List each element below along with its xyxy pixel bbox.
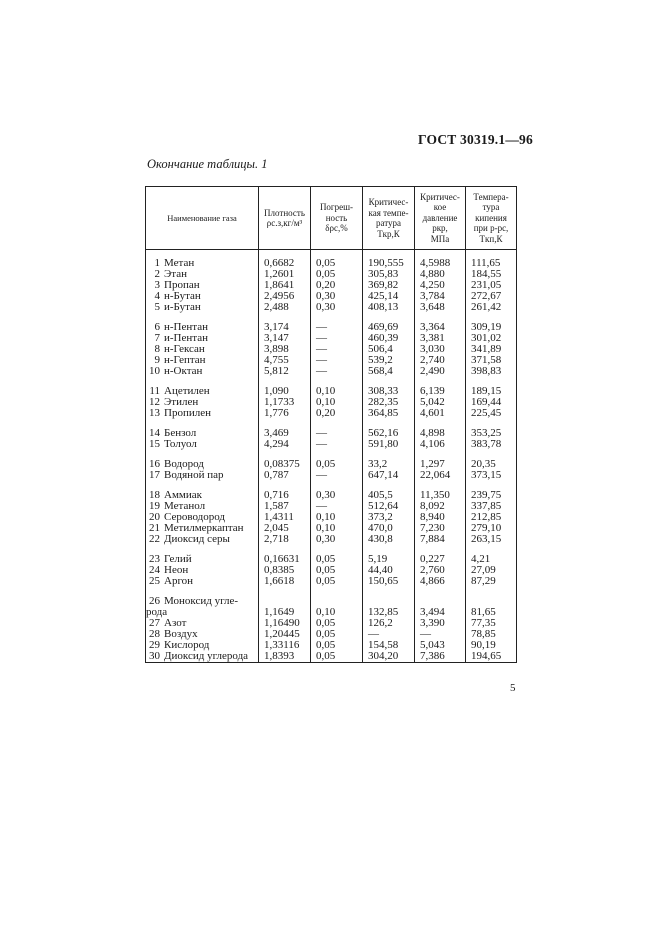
value-pcrit: 3,390 <box>415 618 466 629</box>
gas-name-cell <box>146 470 259 481</box>
gas-name: и-Бутан <box>164 301 201 313</box>
gas-name: Этилен <box>164 396 199 408</box>
value-error: 0,05 <box>311 640 363 651</box>
value-error: — <box>311 322 363 333</box>
value-tcrit: 469,69 <box>363 322 415 333</box>
value-error: 0,05 <box>311 459 363 470</box>
gas-name: н-Бутан <box>164 290 201 302</box>
value-tcrit: 408,13 <box>363 302 415 313</box>
gas-name: н-Пентан <box>164 321 208 333</box>
value-pcrit: 4,250 <box>415 280 466 291</box>
gas-name: Метанол <box>164 500 206 512</box>
value-tboil: 20,35 <box>466 459 517 470</box>
value-error: — <box>311 470 363 481</box>
value-error: 0,10 <box>311 607 363 618</box>
value-error: 0,05 <box>311 565 363 576</box>
row-number: 22 <box>149 533 160 545</box>
gas-name-cell <box>146 291 259 302</box>
value-error: 0,30 <box>311 302 363 313</box>
gas-name-cell <box>146 534 259 545</box>
value-error: 0,10 <box>311 512 363 523</box>
value-tboil: 194,65 <box>466 651 517 663</box>
value-error: — <box>311 439 363 450</box>
value-pcrit: 6,139 <box>415 386 466 397</box>
value-tboil: 309,19 <box>466 322 517 333</box>
gas-name: Азот <box>164 617 187 629</box>
value-density: 2,488 <box>259 302 311 313</box>
gas-name: Моноксид угле- <box>164 595 239 607</box>
table-row <box>146 651 517 663</box>
gas-name: н-Гептан <box>164 354 206 366</box>
row-number: 2 <box>154 268 160 280</box>
value-density: 1,1733 <box>259 397 311 408</box>
value-pcrit: 4,866 <box>415 576 466 587</box>
value-tboil: 383,78 <box>466 439 517 450</box>
row-number: 28 <box>149 628 160 640</box>
value-density: 1,2601 <box>259 269 311 280</box>
value-tcrit: 308,33 <box>363 386 415 397</box>
value-tboil: 398,83 <box>466 366 517 377</box>
table-row <box>146 439 517 450</box>
gas-name-continuation: рода <box>146 607 259 618</box>
value-density: 0,16631 <box>259 554 311 565</box>
value-density: 0,6682 <box>259 250 311 270</box>
row-number: 18 <box>149 489 160 501</box>
value-pcrit: 5,043 <box>415 640 466 651</box>
value-pcrit: 2,760 <box>415 565 466 576</box>
value-density: 1,16490 <box>259 618 311 629</box>
gas-name: и-Пентан <box>164 332 208 344</box>
row-number: 23 <box>149 553 160 565</box>
value-tcrit: 460,39 <box>363 333 415 344</box>
value-error: 0,20 <box>311 280 363 291</box>
header-name: Наименование газа <box>146 187 259 250</box>
value-density: 2,045 <box>259 523 311 534</box>
value-pcrit: — <box>415 629 466 640</box>
gas-properties-table <box>145 186 517 663</box>
row-number: 4 <box>154 290 160 302</box>
value-tcrit: 33,2 <box>363 459 415 470</box>
gas-name: Воздух <box>164 628 198 640</box>
value-density: 1,20445 <box>259 629 311 640</box>
value-tcrit: 470,0 <box>363 523 415 534</box>
gas-name-cell <box>146 439 259 450</box>
value-tcrit: 154,58 <box>363 640 415 651</box>
row-number: 14 <box>149 427 160 439</box>
value-tboil: 337,85 <box>466 501 517 512</box>
value-tboil: 371,58 <box>466 355 517 366</box>
value-density: 3,174 <box>259 322 311 333</box>
value-tboil: 189,15 <box>466 386 517 397</box>
value-tboil: 77,35 <box>466 618 517 629</box>
table-caption: Окончание таблицы. 1 <box>147 157 268 171</box>
value-pcrit: 3,364 <box>415 322 466 333</box>
gas-name: Этан <box>164 268 187 280</box>
value-error: 0,10 <box>311 386 363 397</box>
value-pcrit: 7,884 <box>415 534 466 545</box>
value-pcrit: 4,5988 <box>415 250 466 270</box>
value-tboil: 231,05 <box>466 280 517 291</box>
value-pcrit: 7,230 <box>415 523 466 534</box>
value-tcrit: 373,2 <box>363 512 415 523</box>
table-row <box>146 428 517 439</box>
value-tboil: 225,45 <box>466 408 517 419</box>
table-row <box>146 250 517 270</box>
value-density: 1,4311 <box>259 512 311 523</box>
value-density: 1,090 <box>259 386 311 397</box>
value-density: 1,587 <box>259 501 311 512</box>
value-error: — <box>311 344 363 355</box>
table-row <box>146 470 517 481</box>
value-error: 0,05 <box>311 618 363 629</box>
value-pcrit: 4,601 <box>415 408 466 419</box>
gas-name: Аммиак <box>164 489 202 501</box>
row-number: 26 <box>149 595 160 607</box>
value-pcrit: 3,381 <box>415 333 466 344</box>
value-tboil: 81,65 <box>466 607 517 618</box>
value-error: — <box>311 501 363 512</box>
value-tcrit: 405,5 <box>363 490 415 501</box>
value-density: 1,1649 <box>259 607 311 618</box>
table-row <box>146 408 517 419</box>
value-tboil: 279,10 <box>466 523 517 534</box>
gas-name: Аргон <box>164 575 194 587</box>
gas-name-cell <box>146 386 259 397</box>
header-boiling-temperature: Темпера- тура кипения при p-pс, Tкп,К <box>466 187 517 250</box>
gas-name-cell <box>146 565 259 576</box>
value-error: 0,05 <box>311 250 363 270</box>
gas-name: н-Гексан <box>164 343 205 355</box>
value-tboil: 261,42 <box>466 302 517 313</box>
row-number: 21 <box>149 522 160 534</box>
value-pcrit: 3,030 <box>415 344 466 355</box>
header-critical-pressure: Критичес- кое давление pкр, МПа <box>415 187 466 250</box>
value-density: 1,6618 <box>259 576 311 587</box>
value-tboil: 272,67 <box>466 291 517 302</box>
value-density: 1,8393 <box>259 651 311 663</box>
row-number: 13 <box>149 407 160 419</box>
row-number: 9 <box>154 354 160 366</box>
row-number: 29 <box>149 639 160 651</box>
value-tboil: 212,85 <box>466 512 517 523</box>
value-density: 1,776 <box>259 408 311 419</box>
gas-name: Диоксид серы <box>164 533 230 545</box>
value-density: 2,4956 <box>259 291 311 302</box>
value-tboil: 27,09 <box>466 565 517 576</box>
value-pcrit: 0,227 <box>415 554 466 565</box>
gas-name: Пропан <box>164 279 200 291</box>
value-tcrit: 647,14 <box>363 470 415 481</box>
value-error: 0,20 <box>311 408 363 419</box>
gas-name-cell <box>146 366 259 377</box>
gas-name: Кислород <box>164 639 210 651</box>
value-tcrit: 430,8 <box>363 534 415 545</box>
value-error: 0,05 <box>311 651 363 663</box>
value-tboil: 353,25 <box>466 428 517 439</box>
table-body <box>146 250 517 663</box>
value-tcrit: 282,35 <box>363 397 415 408</box>
value-density: 5,812 <box>259 366 311 377</box>
value-pcrit: 8,940 <box>415 512 466 523</box>
table-header-row <box>146 187 517 250</box>
row-number: 20 <box>149 511 160 523</box>
value-pcrit: 4,880 <box>415 269 466 280</box>
row-number: 25 <box>149 575 160 587</box>
value-tboil: 184,55 <box>466 269 517 280</box>
gas-name-cell <box>146 250 259 270</box>
value-tboil: 373,15 <box>466 470 517 481</box>
value-error: 0,05 <box>311 554 363 565</box>
header-critical-temperature: Критичес- кая темпе- ратура Tкр,К <box>363 187 415 250</box>
gas-name: Пропилен <box>164 407 211 419</box>
value-density: 1,8641 <box>259 280 311 291</box>
value-density: 3,898 <box>259 344 311 355</box>
gas-name-cell <box>146 428 259 439</box>
row-number: 12 <box>149 396 160 408</box>
gas-name: Сероводород <box>164 511 226 523</box>
row-number: 3 <box>154 279 160 291</box>
value-pcrit: 3,784 <box>415 291 466 302</box>
value-error: — <box>311 355 363 366</box>
gas-name-cell <box>146 618 259 629</box>
value-tcrit: 5,19 <box>363 554 415 565</box>
gas-name-cell <box>146 554 259 565</box>
value-tboil: 87,29 <box>466 576 517 587</box>
row-number: 5 <box>154 301 160 313</box>
value-tboil: 78,85 <box>466 629 517 640</box>
value-error: — <box>311 428 363 439</box>
value-tboil: 341,89 <box>466 344 517 355</box>
gas-name: Неон <box>164 564 189 576</box>
row-number: 6 <box>154 321 160 333</box>
row-number: 7 <box>154 332 160 344</box>
value-tcrit: 304,20 <box>363 651 415 663</box>
value-tcrit: 591,80 <box>363 439 415 450</box>
value-error: 0,05 <box>311 269 363 280</box>
gas-name-cell <box>146 408 259 419</box>
value-tcrit: 126,2 <box>363 618 415 629</box>
row-number: 16 <box>149 458 160 470</box>
value-error: — <box>311 333 363 344</box>
value-error: 0,05 <box>311 576 363 587</box>
value-tcrit: 364,85 <box>363 408 415 419</box>
table-row <box>146 534 517 545</box>
value-error: — <box>311 366 363 377</box>
value-pcrit: 2,490 <box>415 366 466 377</box>
value-error: 0,10 <box>311 523 363 534</box>
row-number: 24 <box>149 564 160 576</box>
gas-name: Водород <box>164 458 204 470</box>
value-density: 0,716 <box>259 490 311 501</box>
row-number: 10 <box>149 365 160 377</box>
value-tcrit: — <box>363 629 415 640</box>
value-tboil: 169,44 <box>466 397 517 408</box>
gas-name-cell <box>146 302 259 313</box>
row-number: 19 <box>149 500 160 512</box>
value-pcrit: 8,092 <box>415 501 466 512</box>
value-pcrit: 11,350 <box>415 490 466 501</box>
header-error: Погреш- ность δρс,% <box>311 187 363 250</box>
gas-name: Водяной пар <box>164 469 224 481</box>
value-tcrit: 562,16 <box>363 428 415 439</box>
row-number: 27 <box>149 617 160 629</box>
value-tcrit: 568,4 <box>363 366 415 377</box>
row-number: 1 <box>154 257 160 269</box>
value-error: 0,30 <box>311 490 363 501</box>
value-pcrit: 2,740 <box>415 355 466 366</box>
gas-name-cell <box>146 651 259 663</box>
gas-name: н-Октан <box>164 365 203 377</box>
gas-name: Гелий <box>164 553 192 565</box>
gas-name: Толуол <box>164 438 197 450</box>
value-tcrit: 190,555 <box>363 250 415 270</box>
value-tcrit: 44,40 <box>363 565 415 576</box>
value-density: 2,718 <box>259 534 311 545</box>
value-tboil: 111,65 <box>466 250 517 270</box>
value-density: 0,8385 <box>259 565 311 576</box>
value-pcrit: 4,898 <box>415 428 466 439</box>
value-density: 4,294 <box>259 439 311 450</box>
value-tboil: 301,02 <box>466 333 517 344</box>
value-tcrit: 369,82 <box>363 280 415 291</box>
value-density: 4,755 <box>259 355 311 366</box>
value-tboil: 90,19 <box>466 640 517 651</box>
value-tcrit: 305,83 <box>363 269 415 280</box>
value-tcrit: 425,14 <box>363 291 415 302</box>
value-pcrit: 3,648 <box>415 302 466 313</box>
value-error: 0,05 <box>311 629 363 640</box>
table-row <box>146 576 517 587</box>
standard-designation: ГОСТ 30319.1—96 <box>418 132 533 147</box>
value-density: 0,08375 <box>259 459 311 470</box>
value-tcrit: 512,64 <box>363 501 415 512</box>
gas-name-cell <box>146 576 259 587</box>
value-density: 3,147 <box>259 333 311 344</box>
table-row <box>146 366 517 377</box>
value-pcrit: 1,297 <box>415 459 466 470</box>
value-tboil: 263,15 <box>466 534 517 545</box>
gas-name: Метан <box>164 257 195 269</box>
header-density: Плотность ρс.з,кг/м³ <box>259 187 311 250</box>
gas-name: Ацетилен <box>164 385 210 397</box>
value-pcrit: 22,064 <box>415 470 466 481</box>
value-pcrit: 7,386 <box>415 651 466 663</box>
value-density: 3,469 <box>259 428 311 439</box>
table-row <box>146 302 517 313</box>
value-tcrit: 132,85 <box>363 607 415 618</box>
gas-name: Бензол <box>164 427 197 439</box>
value-error: 0,30 <box>311 291 363 302</box>
row-number: 30 <box>149 650 160 662</box>
row-number: 8 <box>154 343 160 355</box>
value-tcrit: 539,2 <box>363 355 415 366</box>
value-density: 1,33116 <box>259 640 311 651</box>
value-tcrit: 506,4 <box>363 344 415 355</box>
row-number: 15 <box>149 438 160 450</box>
value-density: 0,787 <box>259 470 311 481</box>
gas-name-cell <box>146 269 259 280</box>
gas-name-cell <box>146 280 259 291</box>
value-pcrit: 3,494 <box>415 607 466 618</box>
row-number: 17 <box>149 469 160 481</box>
value-tcrit: 150,65 <box>363 576 415 587</box>
page-number: 5 <box>510 682 516 694</box>
gas-name: Диоксид углерода <box>164 650 249 662</box>
value-error: 0,10 <box>311 397 363 408</box>
value-error: 0,30 <box>311 534 363 545</box>
group-spacer <box>146 419 517 428</box>
value-tboil: 239,75 <box>466 490 517 501</box>
value-pcrit: 5,042 <box>415 397 466 408</box>
gas-name: Метилмеркаптан <box>164 522 244 534</box>
row-number: 11 <box>149 385 160 397</box>
value-pcrit: 4,106 <box>415 439 466 450</box>
value-tboil: 4,21 <box>466 554 517 565</box>
